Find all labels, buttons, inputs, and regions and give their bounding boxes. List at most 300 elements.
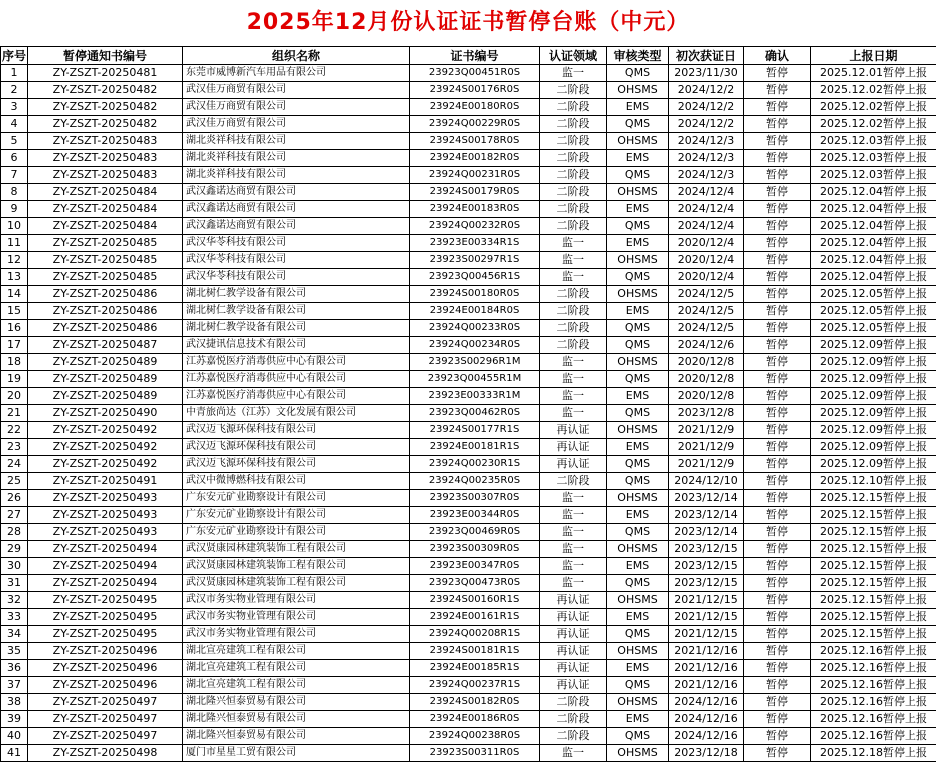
cell-first-cert-date[interactable]: 2023/11/30	[669, 65, 744, 82]
cell-field[interactable]: 监一	[540, 524, 607, 541]
cell-report-date[interactable]: 2025.12.02暂停上报	[811, 99, 936, 116]
cell-confirm[interactable]: 暂停	[744, 201, 811, 218]
cell-org-name[interactable]: 武汉迈飞源环保科技有限公司	[183, 422, 410, 439]
cell-confirm[interactable]: 暂停	[744, 524, 811, 541]
cell-notice-no[interactable]: ZY-ZSZT-20250497	[28, 711, 183, 728]
cell-report-date[interactable]: 2025.12.03暂停上报	[811, 133, 936, 150]
cell-audit-type[interactable]: QMS	[607, 728, 669, 745]
cell-audit-type[interactable]: QMS	[607, 405, 669, 422]
cell-org-name[interactable]: 武汉佳万商贸有限公司	[183, 82, 410, 99]
cell-audit-type[interactable]: EMS	[607, 99, 669, 116]
col-header-field[interactable]: 认证领域	[540, 47, 607, 65]
cell-confirm[interactable]: 暂停	[744, 269, 811, 286]
col-header-first-cert-date[interactable]: 初次获证日	[669, 47, 744, 65]
cell-report-date[interactable]: 2025.12.15暂停上报	[811, 609, 936, 626]
cell-first-cert-date[interactable]: 2024/12/4	[669, 201, 744, 218]
cell-audit-type[interactable]: EMS	[607, 303, 669, 320]
cell-notice-no[interactable]: ZY-ZSZT-20250489	[28, 354, 183, 371]
cell-report-date[interactable]: 2025.12.16暂停上报	[811, 677, 936, 694]
cell-field[interactable]: 监一	[540, 507, 607, 524]
cell-org-name[interactable]: 武汉迈飞源环保科技有限公司	[183, 439, 410, 456]
cell-field[interactable]: 监一	[540, 541, 607, 558]
cell-notice-no[interactable]: ZY-ZSZT-20250489	[28, 388, 183, 405]
cell-confirm[interactable]: 暂停	[744, 184, 811, 201]
cell-index[interactable]: 22	[1, 422, 28, 439]
cell-first-cert-date[interactable]: 2021/12/15	[669, 592, 744, 609]
cell-field[interactable]: 监一	[540, 65, 607, 82]
cell-index[interactable]: 34	[1, 626, 28, 643]
cell-field[interactable]: 再认证	[540, 592, 607, 609]
cell-notice-no[interactable]: ZY-ZSZT-20250490	[28, 405, 183, 422]
cell-notice-no[interactable]: ZY-ZSZT-20250485	[28, 269, 183, 286]
cell-cert-no[interactable]: 23923E00333R1M	[410, 388, 540, 405]
cell-notice-no[interactable]: ZY-ZSZT-20250485	[28, 235, 183, 252]
cell-confirm[interactable]: 暂停	[744, 575, 811, 592]
cell-report-date[interactable]: 2025.12.02暂停上报	[811, 82, 936, 99]
cell-cert-no[interactable]: 23924Q00232R0S	[410, 218, 540, 235]
cell-org-name[interactable]: 武汉佳万商贸有限公司	[183, 99, 410, 116]
cell-audit-type[interactable]: OHSMS	[607, 184, 669, 201]
cell-field[interactable]: 监一	[540, 490, 607, 507]
cell-cert-no[interactable]: 23924Q00233R0S	[410, 320, 540, 337]
cell-org-name[interactable]: 厦门市星星工贸有限公司	[183, 745, 410, 762]
cell-confirm[interactable]: 暂停	[744, 456, 811, 473]
cell-notice-no[interactable]: ZY-ZSZT-20250497	[28, 728, 183, 745]
cell-report-date[interactable]: 2025.12.01暂停上报	[811, 65, 936, 82]
cell-first-cert-date[interactable]: 2024/12/4	[669, 184, 744, 201]
cell-field[interactable]: 监一	[540, 269, 607, 286]
cell-report-date[interactable]: 2025.12.15暂停上报	[811, 507, 936, 524]
cell-audit-type[interactable]: QMS	[607, 65, 669, 82]
cell-audit-type[interactable]: QMS	[607, 218, 669, 235]
cell-index[interactable]: 15	[1, 303, 28, 320]
cell-first-cert-date[interactable]: 2024/12/5	[669, 320, 744, 337]
cell-cert-no[interactable]: 23924E00161R1S	[410, 609, 540, 626]
cell-report-date[interactable]: 2025.12.16暂停上报	[811, 694, 936, 711]
col-header-index[interactable]: 序号	[1, 47, 28, 65]
cell-audit-type[interactable]: QMS	[607, 269, 669, 286]
cell-audit-type[interactable]: EMS	[607, 711, 669, 728]
cell-first-cert-date[interactable]: 2024/12/16	[669, 728, 744, 745]
cell-index[interactable]: 14	[1, 286, 28, 303]
cell-first-cert-date[interactable]: 2020/12/4	[669, 269, 744, 286]
cell-field[interactable]: 监一	[540, 252, 607, 269]
cell-index[interactable]: 25	[1, 473, 28, 490]
cell-index[interactable]: 4	[1, 116, 28, 133]
cell-cert-no[interactable]: 23924E00181R1S	[410, 439, 540, 456]
cell-audit-type[interactable]: OHSMS	[607, 490, 669, 507]
cell-org-name[interactable]: 武汉捷讯信息技术有限公司	[183, 337, 410, 354]
cell-cert-no[interactable]: 23924E00184R0S	[410, 303, 540, 320]
cell-index[interactable]: 9	[1, 201, 28, 218]
cell-index[interactable]: 33	[1, 609, 28, 626]
cell-cert-no[interactable]: 23924Q00235R0S	[410, 473, 540, 490]
cell-index[interactable]: 1	[1, 65, 28, 82]
cell-field[interactable]: 二阶段	[540, 218, 607, 235]
cell-field[interactable]: 监一	[540, 388, 607, 405]
cell-confirm[interactable]: 暂停	[744, 388, 811, 405]
col-header-org-name[interactable]: 组织名称	[183, 47, 410, 65]
cell-first-cert-date[interactable]: 2024/12/5	[669, 286, 744, 303]
cell-report-date[interactable]: 2025.12.03暂停上报	[811, 167, 936, 184]
cell-org-name[interactable]: 武汉华苓科技有限公司	[183, 252, 410, 269]
cell-field[interactable]: 二阶段	[540, 150, 607, 167]
cell-audit-type[interactable]: EMS	[607, 150, 669, 167]
cell-cert-no[interactable]: 23923Q00451R0S	[410, 65, 540, 82]
cell-report-date[interactable]: 2025.12.04暂停上报	[811, 201, 936, 218]
cell-field[interactable]: 二阶段	[540, 201, 607, 218]
cell-report-date[interactable]: 2025.12.16暂停上报	[811, 643, 936, 660]
cell-field[interactable]: 二阶段	[540, 184, 607, 201]
cell-confirm[interactable]: 暂停	[744, 337, 811, 354]
cell-field[interactable]: 监一	[540, 558, 607, 575]
cell-report-date[interactable]: 2025.12.09暂停上报	[811, 388, 936, 405]
cell-notice-no[interactable]: ZY-ZSZT-20250491	[28, 473, 183, 490]
cell-index[interactable]: 20	[1, 388, 28, 405]
cell-cert-no[interactable]: 23924E00183R0S	[410, 201, 540, 218]
cell-cert-no[interactable]: 23923S00311R0S	[410, 745, 540, 762]
cell-index[interactable]: 10	[1, 218, 28, 235]
cell-cert-no[interactable]: 23924S00178R0S	[410, 133, 540, 150]
cell-index[interactable]: 37	[1, 677, 28, 694]
cell-first-cert-date[interactable]: 2024/12/3	[669, 167, 744, 184]
cell-field[interactable]: 二阶段	[540, 116, 607, 133]
cell-org-name[interactable]: 湖北宣亮建筑工程有限公司	[183, 660, 410, 677]
cell-org-name[interactable]: 湖北宣亮建筑工程有限公司	[183, 643, 410, 660]
cell-audit-type[interactable]: EMS	[607, 558, 669, 575]
cell-index[interactable]: 6	[1, 150, 28, 167]
cell-confirm[interactable]: 暂停	[744, 218, 811, 235]
cell-cert-no[interactable]: 23924S00181R1S	[410, 643, 540, 660]
cell-first-cert-date[interactable]: 2020/12/4	[669, 252, 744, 269]
cell-confirm[interactable]: 暂停	[744, 660, 811, 677]
cell-notice-no[interactable]: ZY-ZSZT-20250483	[28, 150, 183, 167]
cell-confirm[interactable]: 暂停	[744, 490, 811, 507]
cell-notice-no[interactable]: ZY-ZSZT-20250484	[28, 184, 183, 201]
cell-confirm[interactable]: 暂停	[744, 626, 811, 643]
cell-confirm[interactable]: 暂停	[744, 82, 811, 99]
cell-field[interactable]: 二阶段	[540, 320, 607, 337]
cell-org-name[interactable]: 武汉贤康园林建筑装饰工程有限公司	[183, 575, 410, 592]
cell-notice-no[interactable]: ZY-ZSZT-20250494	[28, 575, 183, 592]
cell-org-name[interactable]: 湖北隆兴恒泰贸易有限公司	[183, 694, 410, 711]
cell-field[interactable]: 二阶段	[540, 473, 607, 490]
cell-org-name[interactable]: 武汉贤康园林建筑装饰工程有限公司	[183, 541, 410, 558]
cell-notice-no[interactable]: ZY-ZSZT-20250485	[28, 252, 183, 269]
cell-index[interactable]: 18	[1, 354, 28, 371]
cell-confirm[interactable]: 暂停	[744, 133, 811, 150]
col-header-report-date[interactable]: 上报日期	[811, 47, 936, 65]
cell-report-date[interactable]: 2025.12.15暂停上报	[811, 524, 936, 541]
cell-report-date[interactable]: 2025.12.15暂停上报	[811, 575, 936, 592]
cell-cert-no[interactable]: 23924Q00231R0S	[410, 167, 540, 184]
cell-index[interactable]: 28	[1, 524, 28, 541]
cell-org-name[interactable]: 东莞市威博新汽车用品有限公司	[183, 65, 410, 82]
cell-org-name[interactable]: 湖北宣亮建筑工程有限公司	[183, 677, 410, 694]
cell-confirm[interactable]: 暂停	[744, 541, 811, 558]
col-header-audit-type[interactable]: 审核类型	[607, 47, 669, 65]
cell-report-date[interactable]: 2025.12.04暂停上报	[811, 184, 936, 201]
cell-cert-no[interactable]: 23923E00344R0S	[410, 507, 540, 524]
cell-cert-no[interactable]: 23923Q00456R1S	[410, 269, 540, 286]
cell-audit-type[interactable]: OHSMS	[607, 286, 669, 303]
cell-first-cert-date[interactable]: 2024/12/2	[669, 82, 744, 99]
cell-index[interactable]: 24	[1, 456, 28, 473]
cell-field[interactable]: 二阶段	[540, 694, 607, 711]
cell-field[interactable]: 二阶段	[540, 728, 607, 745]
cell-confirm[interactable]: 暂停	[744, 558, 811, 575]
cell-audit-type[interactable]: EMS	[607, 507, 669, 524]
cell-confirm[interactable]: 暂停	[744, 235, 811, 252]
cell-report-date[interactable]: 2025.12.05暂停上报	[811, 303, 936, 320]
cell-first-cert-date[interactable]: 2023/12/14	[669, 524, 744, 541]
cell-index[interactable]: 3	[1, 99, 28, 116]
cell-audit-type[interactable]: OHSMS	[607, 643, 669, 660]
cell-index[interactable]: 5	[1, 133, 28, 150]
cell-confirm[interactable]: 暂停	[744, 439, 811, 456]
cell-index[interactable]: 16	[1, 320, 28, 337]
cell-audit-type[interactable]: EMS	[607, 609, 669, 626]
cell-report-date[interactable]: 2025.12.05暂停上报	[811, 320, 936, 337]
cell-audit-type[interactable]: EMS	[607, 201, 669, 218]
cell-confirm[interactable]: 暂停	[744, 745, 811, 762]
cell-org-name[interactable]: 江苏嘉悦医疗消毒供应中心有限公司	[183, 354, 410, 371]
cell-audit-type[interactable]: QMS	[607, 167, 669, 184]
cell-field[interactable]: 再认证	[540, 626, 607, 643]
cell-first-cert-date[interactable]: 2023/12/18	[669, 745, 744, 762]
cell-notice-no[interactable]: ZY-ZSZT-20250481	[28, 65, 183, 82]
col-header-notice-no[interactable]: 暂停通知书编号	[28, 47, 183, 65]
cell-org-name[interactable]: 广东安元矿业勘察设计有限公司	[183, 524, 410, 541]
cell-field[interactable]: 二阶段	[540, 82, 607, 99]
cell-index[interactable]: 19	[1, 371, 28, 388]
cell-cert-no[interactable]: 23924Q00208R1S	[410, 626, 540, 643]
cell-org-name[interactable]: 湖北树仁教学设备有限公司	[183, 320, 410, 337]
cell-cert-no[interactable]: 23923E00347R0S	[410, 558, 540, 575]
cell-field[interactable]: 监一	[540, 745, 607, 762]
cell-confirm[interactable]: 暂停	[744, 711, 811, 728]
cell-confirm[interactable]: 暂停	[744, 473, 811, 490]
cell-cert-no[interactable]: 23924S00177R1S	[410, 422, 540, 439]
cell-report-date[interactable]: 2025.12.16暂停上报	[811, 660, 936, 677]
cell-report-date[interactable]: 2025.12.03暂停上报	[811, 150, 936, 167]
cell-index[interactable]: 41	[1, 745, 28, 762]
cell-confirm[interactable]: 暂停	[744, 422, 811, 439]
cell-index[interactable]: 35	[1, 643, 28, 660]
cell-index[interactable]: 36	[1, 660, 28, 677]
cell-audit-type[interactable]: QMS	[607, 116, 669, 133]
cell-first-cert-date[interactable]: 2020/12/8	[669, 388, 744, 405]
cell-report-date[interactable]: 2025.12.04暂停上报	[811, 269, 936, 286]
cell-confirm[interactable]: 暂停	[744, 150, 811, 167]
cell-org-name[interactable]: 湖北树仁教学设备有限公司	[183, 303, 410, 320]
cell-field[interactable]: 二阶段	[540, 286, 607, 303]
cell-audit-type[interactable]: QMS	[607, 575, 669, 592]
cell-audit-type[interactable]: EMS	[607, 660, 669, 677]
cell-cert-no[interactable]: 23924Q00237R1S	[410, 677, 540, 694]
col-header-cert-no[interactable]: 证书编号	[410, 47, 540, 65]
cell-field[interactable]: 二阶段	[540, 711, 607, 728]
cell-org-name[interactable]: 湖北树仁教学设备有限公司	[183, 286, 410, 303]
cell-confirm[interactable]: 暂停	[744, 354, 811, 371]
cell-confirm[interactable]: 暂停	[744, 371, 811, 388]
cell-first-cert-date[interactable]: 2024/12/4	[669, 218, 744, 235]
cell-field[interactable]: 监一	[540, 405, 607, 422]
cell-audit-type[interactable]: QMS	[607, 320, 669, 337]
cell-report-date[interactable]: 2025.12.02暂停上报	[811, 116, 936, 133]
cell-org-name[interactable]: 武汉市务实物业管理有限公司	[183, 626, 410, 643]
cell-index[interactable]: 11	[1, 235, 28, 252]
cell-report-date[interactable]: 2025.12.05暂停上报	[811, 286, 936, 303]
cell-first-cert-date[interactable]: 2023/12/15	[669, 541, 744, 558]
cell-org-name[interactable]: 湖北炎祥科技有限公司	[183, 150, 410, 167]
cell-confirm[interactable]: 暂停	[744, 252, 811, 269]
cell-org-name[interactable]: 武汉迈飞源环保科技有限公司	[183, 456, 410, 473]
cell-cert-no[interactable]: 23923S00307R0S	[410, 490, 540, 507]
cell-cert-no[interactable]: 23923S00296R1M	[410, 354, 540, 371]
cell-first-cert-date[interactable]: 2021/12/16	[669, 677, 744, 694]
cell-cert-no[interactable]: 23923E00334R1S	[410, 235, 540, 252]
cell-confirm[interactable]: 暂停	[744, 320, 811, 337]
cell-confirm[interactable]: 暂停	[744, 99, 811, 116]
cell-report-date[interactable]: 2025.12.15暂停上报	[811, 626, 936, 643]
cell-notice-no[interactable]: ZY-ZSZT-20250496	[28, 643, 183, 660]
cell-cert-no[interactable]: 23924Q00234R0S	[410, 337, 540, 354]
cell-first-cert-date[interactable]: 2024/12/16	[669, 694, 744, 711]
cell-confirm[interactable]: 暂停	[744, 728, 811, 745]
cell-first-cert-date[interactable]: 2024/12/16	[669, 711, 744, 728]
cell-cert-no[interactable]: 23923S00309R0S	[410, 541, 540, 558]
cell-index[interactable]: 30	[1, 558, 28, 575]
cell-org-name[interactable]: 武汉鑫诺达商贸有限公司	[183, 184, 410, 201]
cell-confirm[interactable]: 暂停	[744, 507, 811, 524]
cell-org-name[interactable]: 广东安元矿业勘察设计有限公司	[183, 507, 410, 524]
cell-cert-no[interactable]: 23924E00180R0S	[410, 99, 540, 116]
cell-report-date[interactable]: 2025.12.18暂停上报	[811, 745, 936, 762]
cell-first-cert-date[interactable]: 2021/12/15	[669, 626, 744, 643]
cell-first-cert-date[interactable]: 2020/12/8	[669, 371, 744, 388]
cell-notice-no[interactable]: ZY-ZSZT-20250484	[28, 201, 183, 218]
cell-first-cert-date[interactable]: 2024/12/3	[669, 150, 744, 167]
cell-cert-no[interactable]: 23924S00176R0S	[410, 82, 540, 99]
cell-cert-no[interactable]: 23923S00297R1S	[410, 252, 540, 269]
cell-report-date[interactable]: 2025.12.09暂停上报	[811, 337, 936, 354]
cell-field[interactable]: 再认证	[540, 456, 607, 473]
cell-index[interactable]: 32	[1, 592, 28, 609]
cell-audit-type[interactable]: QMS	[607, 524, 669, 541]
cell-notice-no[interactable]: ZY-ZSZT-20250486	[28, 320, 183, 337]
cell-notice-no[interactable]: ZY-ZSZT-20250492	[28, 439, 183, 456]
cell-org-name[interactable]: 广东安元矿业勘察设计有限公司	[183, 490, 410, 507]
cell-cert-no[interactable]: 23924Q00230R1S	[410, 456, 540, 473]
cell-report-date[interactable]: 2025.12.15暂停上报	[811, 592, 936, 609]
cell-cert-no[interactable]: 23924E00185R1S	[410, 660, 540, 677]
cell-notice-no[interactable]: ZY-ZSZT-20250498	[28, 745, 183, 762]
cell-cert-no[interactable]: 23924Q00229R0S	[410, 116, 540, 133]
cell-org-name[interactable]: 武汉市务实物业管理有限公司	[183, 609, 410, 626]
cell-first-cert-date[interactable]: 2021/12/9	[669, 422, 744, 439]
cell-first-cert-date[interactable]: 2024/12/3	[669, 133, 744, 150]
cell-notice-no[interactable]: ZY-ZSZT-20250486	[28, 286, 183, 303]
cell-notice-no[interactable]: ZY-ZSZT-20250494	[28, 541, 183, 558]
cell-notice-no[interactable]: ZY-ZSZT-20250493	[28, 490, 183, 507]
cell-audit-type[interactable]: OHSMS	[607, 354, 669, 371]
cell-report-date[interactable]: 2025.12.09暂停上报	[811, 371, 936, 388]
cell-first-cert-date[interactable]: 2020/12/8	[669, 354, 744, 371]
cell-org-name[interactable]: 武汉华苓科技有限公司	[183, 235, 410, 252]
cell-cert-no[interactable]: 23923Q00473R0S	[410, 575, 540, 592]
cell-confirm[interactable]: 暂停	[744, 405, 811, 422]
col-header-confirm[interactable]: 确认	[744, 47, 811, 65]
cell-org-name[interactable]: 武汉市务实物业管理有限公司	[183, 592, 410, 609]
cell-org-name[interactable]: 武汉鑫诺达商贸有限公司	[183, 218, 410, 235]
cell-audit-type[interactable]: QMS	[607, 337, 669, 354]
cell-org-name[interactable]: 中青旅尚达（江苏）文化发展有限公司	[183, 405, 410, 422]
cell-report-date[interactable]: 2025.12.04暂停上报	[811, 218, 936, 235]
cell-report-date[interactable]: 2025.12.15暂停上报	[811, 558, 936, 575]
cell-index[interactable]: 38	[1, 694, 28, 711]
cell-confirm[interactable]: 暂停	[744, 694, 811, 711]
cell-report-date[interactable]: 2025.12.15暂停上报	[811, 490, 936, 507]
cell-notice-no[interactable]: ZY-ZSZT-20250495	[28, 592, 183, 609]
cell-field[interactable]: 二阶段	[540, 167, 607, 184]
cell-report-date[interactable]: 2025.12.16暂停上报	[811, 728, 936, 745]
cell-notice-no[interactable]: ZY-ZSZT-20250487	[28, 337, 183, 354]
cell-first-cert-date[interactable]: 2024/12/2	[669, 116, 744, 133]
cell-index[interactable]: 7	[1, 167, 28, 184]
cell-org-name[interactable]: 武汉中微博燃科技有限公司	[183, 473, 410, 490]
cell-first-cert-date[interactable]: 2023/12/15	[669, 558, 744, 575]
cell-field[interactable]: 二阶段	[540, 303, 607, 320]
cell-notice-no[interactable]: ZY-ZSZT-20250495	[28, 609, 183, 626]
cell-first-cert-date[interactable]: 2024/12/10	[669, 473, 744, 490]
cell-field[interactable]: 再认证	[540, 643, 607, 660]
cell-notice-no[interactable]: ZY-ZSZT-20250483	[28, 167, 183, 184]
cell-first-cert-date[interactable]: 2021/12/16	[669, 660, 744, 677]
cell-cert-no[interactable]: 23924E00182R0S	[410, 150, 540, 167]
cell-org-name[interactable]: 湖北炎祥科技有限公司	[183, 167, 410, 184]
cell-notice-no[interactable]: ZY-ZSZT-20250486	[28, 303, 183, 320]
cell-cert-no[interactable]: 23924E00186R0S	[410, 711, 540, 728]
cell-notice-no[interactable]: ZY-ZSZT-20250493	[28, 507, 183, 524]
cell-field[interactable]: 再认证	[540, 660, 607, 677]
cell-notice-no[interactable]: ZY-ZSZT-20250495	[28, 626, 183, 643]
cell-index[interactable]: 39	[1, 711, 28, 728]
cell-first-cert-date[interactable]: 2024/12/2	[669, 99, 744, 116]
cell-field[interactable]: 监一	[540, 354, 607, 371]
cell-confirm[interactable]: 暂停	[744, 65, 811, 82]
cell-audit-type[interactable]: QMS	[607, 677, 669, 694]
cell-org-name[interactable]: 江苏嘉悦医疗消毒供应中心有限公司	[183, 388, 410, 405]
cell-cert-no[interactable]: 23924S00179R0S	[410, 184, 540, 201]
cell-index[interactable]: 2	[1, 82, 28, 99]
cell-index[interactable]: 8	[1, 184, 28, 201]
cell-audit-type[interactable]: OHSMS	[607, 133, 669, 150]
cell-org-name[interactable]: 武汉佳万商贸有限公司	[183, 116, 410, 133]
cell-field[interactable]: 二阶段	[540, 133, 607, 150]
cell-audit-type[interactable]: QMS	[607, 626, 669, 643]
cell-confirm[interactable]: 暂停	[744, 167, 811, 184]
cell-notice-no[interactable]: ZY-ZSZT-20250489	[28, 371, 183, 388]
cell-org-name[interactable]: 湖北隆兴恒泰贸易有限公司	[183, 728, 410, 745]
cell-notice-no[interactable]: ZY-ZSZT-20250482	[28, 82, 183, 99]
cell-field[interactable]: 再认证	[540, 609, 607, 626]
cell-notice-no[interactable]: ZY-ZSZT-20250483	[28, 133, 183, 150]
cell-first-cert-date[interactable]: 2021/12/16	[669, 643, 744, 660]
cell-first-cert-date[interactable]: 2021/12/9	[669, 456, 744, 473]
cell-notice-no[interactable]: ZY-ZSZT-20250492	[28, 422, 183, 439]
cell-cert-no[interactable]: 23924Q00238R0S	[410, 728, 540, 745]
